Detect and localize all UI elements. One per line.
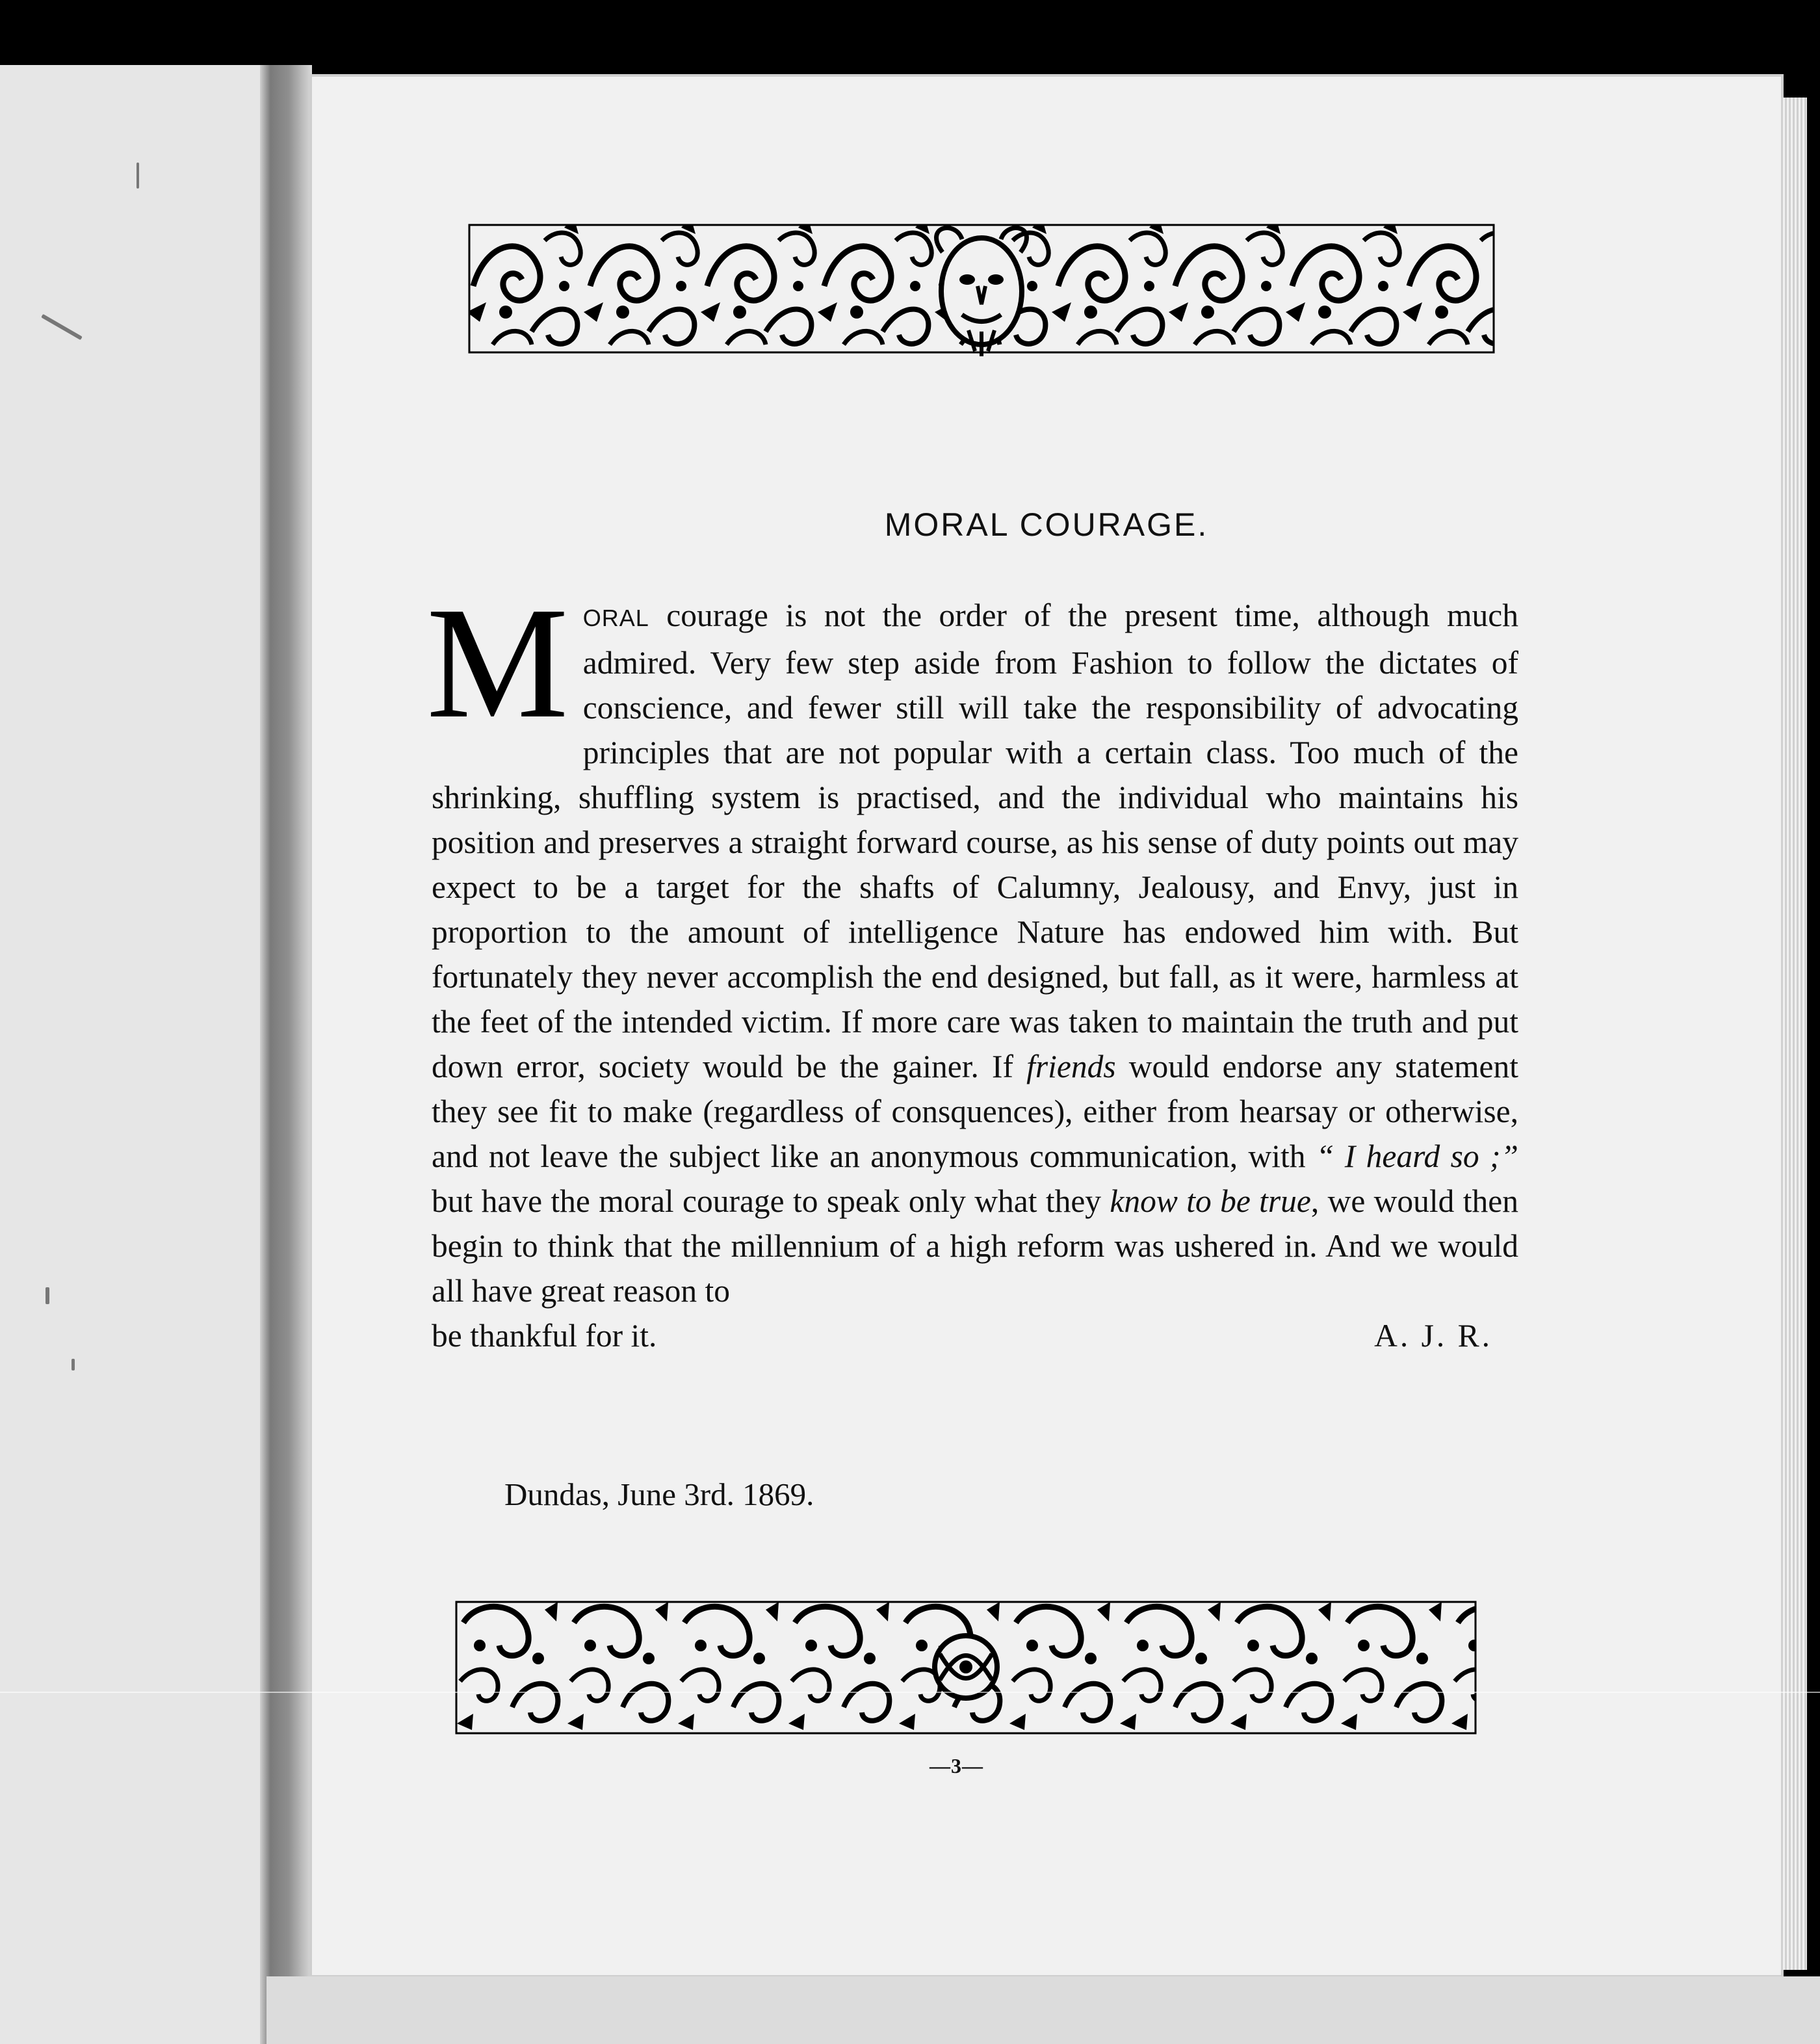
essay-body: [426, 575, 1519, 1358]
author-signature: A. J. R.: [1374, 1318, 1492, 1354]
drop-cap: M: [426, 575, 569, 752]
essay-italic-quote: “ I heard so ;”: [1316, 1138, 1519, 1174]
book-gutter: [260, 65, 312, 2044]
scan-bottom-margin: [266, 1976, 1820, 2044]
scan-artifact-line: [0, 1692, 1820, 1693]
essay-italic-friends: friends: [1026, 1049, 1116, 1084]
closing-line: [432, 1313, 1518, 1358]
dateline: Dundas, June 3rd. 1869.: [504, 1476, 814, 1512]
scan-speck: [72, 1359, 75, 1370]
tailpiece-ornament: [454, 1597, 1478, 1738]
essay-title: MORAL COURAGE.: [884, 506, 1209, 543]
headpiece-ornament: [467, 215, 1496, 359]
closing-text: be thankful for it.: [432, 1318, 657, 1354]
central-knot: [935, 1636, 997, 1698]
scan-speck: [46, 1287, 49, 1304]
scan-speck: [41, 314, 83, 340]
essay-text-part3: but have the moral courage to speak only what they: [432, 1183, 1110, 1219]
essay-text-part4: , we would then begin to think that the millennium of a high reform was ushered in. And we would all have great reason to: [432, 1183, 1518, 1309]
left-facing-page: [0, 65, 286, 2044]
page-edge: [1781, 98, 1807, 1970]
essay-text-part2: would endorse any statement they see fit to make (regardless of consquences), either from hearsay or otherwise, and not leave the subject like an anonymous communication, with: [432, 1049, 1518, 1174]
page-number: —3—: [930, 1754, 983, 1777]
essay-text-part1: courage is not the order of the present time, although much admired. Very few step aside from Fashion to follow the dictates of conscience, and fewer still will take the responsibility of advocating principles that are not popular with a certain class. Too much of the shrinking, shuffling system is practised, and the individual who maintains his position and preserves a straight forward course, as his sense of duty points out may expect to be a target for the shafts of Calumny, Jealousy, and Envy, just in proportion to the amount of intelligence Nature has endowed him with. But fortunately they never accomplish the end designed, but fall, as it were, harmless at the feet of the intended victim. If more care was taken to maintain the truth and put down error, society would be the gainer. If: [432, 597, 1518, 1084]
essay-italic-know: know to be true: [1110, 1183, 1311, 1219]
scan-speck: [136, 163, 139, 189]
opening-smallcaps: ORAL: [582, 605, 649, 631]
